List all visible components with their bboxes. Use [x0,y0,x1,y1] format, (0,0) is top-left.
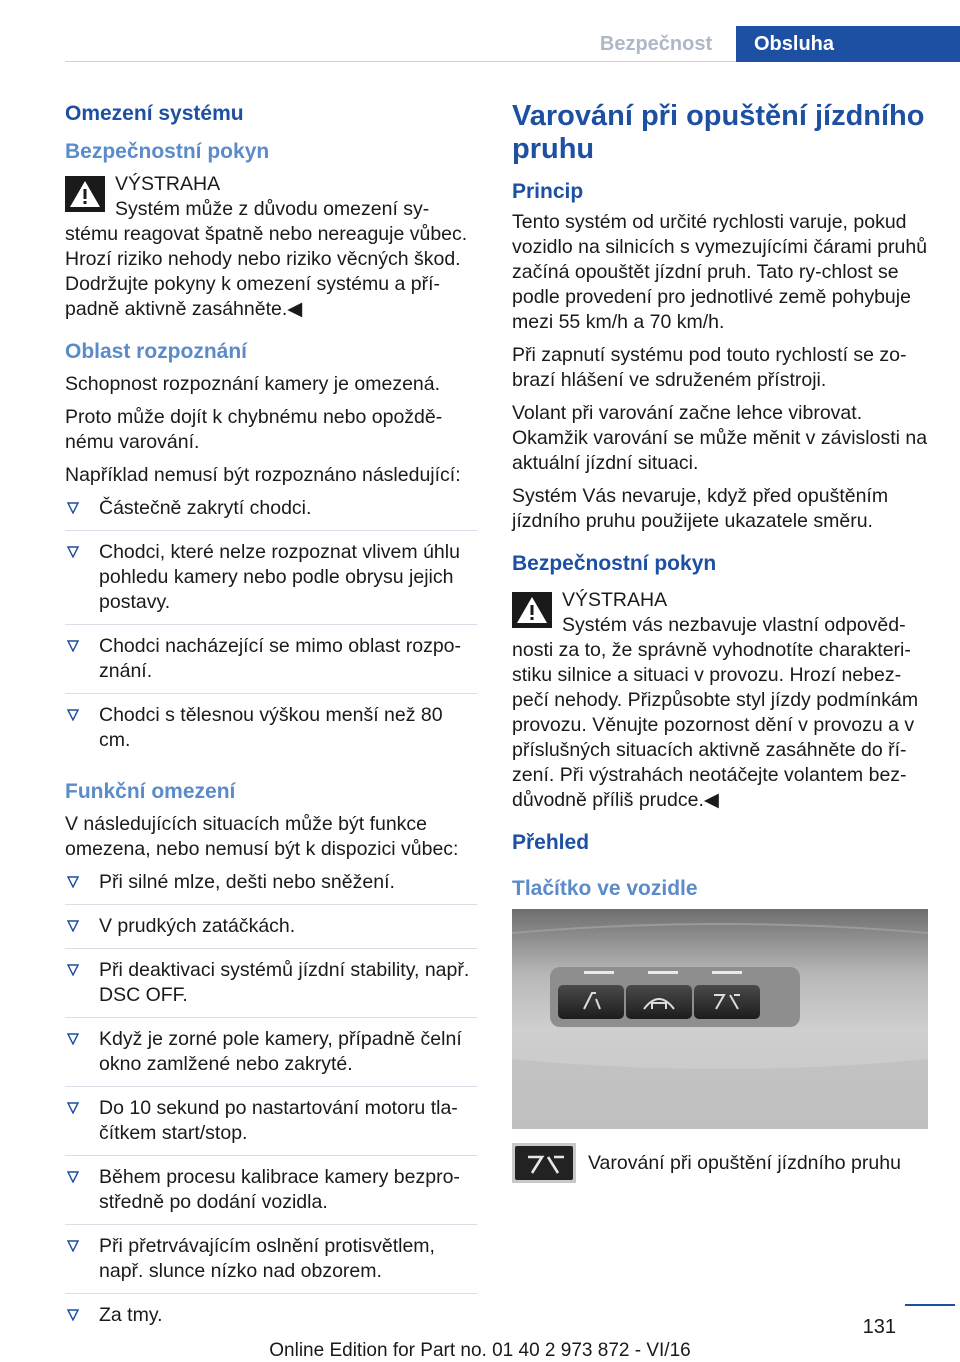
detection-paragraph-1: Schopnost rozpoznání kamery je omezená. [65,373,441,395]
triangle-bullet-icon [67,1033,79,1045]
tab-bezpecnost[interactable]: Bezpečnost [576,26,736,62]
triangle-bullet-icon [67,546,79,558]
header-tabs [576,26,960,62]
list-item: Při silné mlze, dešti nebo sněžení. [65,870,477,905]
heading-safety-note-right: Bezpečnostní pokyn [512,552,717,575]
triangle-bullet-icon [67,640,79,652]
list-item: Při deaktivaci systémů jízdní stability, např. DSC OFF. [65,958,477,1018]
heading-safety-note: Bezpečnostní pokyn [65,140,270,163]
triangle-bullet-icon [67,1171,79,1183]
triangle-bullet-icon [67,876,79,888]
lane-departure-button-icon [512,1143,576,1183]
warning-text: Systém vás nezbavuje vlastní odpověd‐nosti za to, že správně vyhodnotíte charakteri‐stiku silnice a situaci v provozu. Hrozí nebez‐pečí nehody. Přizpůsobte styl jízdy podmínkám provozu. Věnujte pozornost dění v provozu a v příslušných situacích aktivně zasáhněte do ří‐zení. Při výstrahách neotáčejte volantem bez‐důvodně příliš prudce.◀ [512,614,919,811]
warning-block-right [512,588,930,813]
section-title-system-limits: Omezení systému [65,102,244,125]
footer-edition: Online Edition for Part no. 01 40 2 973 872 - VI/16 [269,1340,691,1361]
heading-detection-area: Oblast rozpoznání [65,340,248,363]
vehicle-buttons-photo [512,909,928,1129]
list-item: Chodci, které nelze rozpoznat vlivem úhlu pohledu kamery nebo podle obrysu jejich postavy. [65,540,477,625]
heading-principle: Princip [512,180,584,203]
heading-overview: Přehled [512,831,590,854]
heading-function-limits: Funkční omezení [65,780,236,803]
principle-paragraph-1: Tento systém od určité rychlosti varuje, pokud vozidlo na silnicích s vymezujícími čárami pruhů začíná opouštět jízdní pruh. Tato ry‐chlost se podle provedení pro jednotlivé země pohybuje mezi 55 km/h a 70 km/h. [512,211,928,333]
list-item: Při přetrvávajícím oslnění protisvětlem, např. slunce nízko nad obzorem. [65,1234,477,1294]
triangle-bullet-icon [67,1240,79,1252]
list-item: V prudkých zatáčkách. [65,914,477,949]
warning-title: VÝSTRAHA [115,173,221,195]
triangle-bullet-icon [67,709,79,721]
principle-paragraph-4: Systém Vás nevaruje, když před opuštěním jízdního pruhu použijete ukazatele směru. [512,485,889,532]
list-item: Když je zorné pole kamery, případně čelní okno zamlžené nebo zakryté. [65,1027,477,1087]
heading-button-in-vehicle: Tlačítko ve vozidle [512,877,698,900]
page-number: 131 [862,1316,896,1338]
right-column [512,100,930,1183]
tab-obsluha[interactable]: Obsluha [736,26,960,62]
button-caption: Varování při opuštění jízdního pruhu [588,1151,901,1174]
header-divider [65,61,736,62]
detection-paragraph-2: Proto může dojít k chybnému nebo opoždě‐nému varování. [65,406,443,453]
detection-paragraph-3: Například nemusí být rozpoznáno následující: [65,464,461,486]
list-item: Během procesu kalibrace kamery bezpro‐středně po dodání vozidla. [65,1165,477,1225]
left-column [65,100,477,1346]
triangle-bullet-icon [67,1102,79,1114]
principle-paragraph-3: Volant při varování začne lehce vibrovat. Okamžik varování se může měnit v závislosti na aktuální jízdní situaci. [512,402,928,474]
triangle-bullet-icon [67,502,79,514]
footer-divider [905,1304,955,1306]
triangle-bullet-icon [67,1309,79,1321]
triangle-bullet-icon [67,920,79,932]
principle-paragraph-2: Při zapnutí systému pod touto rychlostí se zo‐brazí hlášení ve sdruženém přístroji. [512,344,907,391]
warning-triangle-icon [512,592,552,628]
warning-text: Systém může z důvodu omezení sy‐stému reagovat špatně nebo nereaguje vůbec. Hrozí riziko nehody nebo riziko věcných škod. Dodržujte pokyny k omezení systému a pří‐padně aktivně zasáhněte.◀ [65,198,468,320]
list-item: Chodci s tělesnou výškou menší než 80 cm. [65,703,477,762]
detection-list [65,496,477,762]
function-paragraph: V následujících situacích může být funkce omezena, nebo nemusí být k dispozici vůbec: [65,813,459,860]
warning-block [65,172,477,322]
page-title: Varování při opuštění jízdního pruhu [512,100,925,165]
list-item: Do 10 sekund po nastartování motoru tla‐čítkem start/stop. [65,1096,477,1156]
button-legend-row [512,1143,930,1183]
list-item: Částečně zakrytí chodci. [65,496,477,531]
warning-triangle-icon [65,176,105,212]
function-list [65,870,477,1337]
triangle-bullet-icon [67,964,79,976]
list-item: Za tmy. [65,1303,477,1337]
list-item: Chodci nacházející se mimo oblast rozpo‐znání. [65,634,477,694]
warning-title: VÝSTRAHA [562,589,668,611]
